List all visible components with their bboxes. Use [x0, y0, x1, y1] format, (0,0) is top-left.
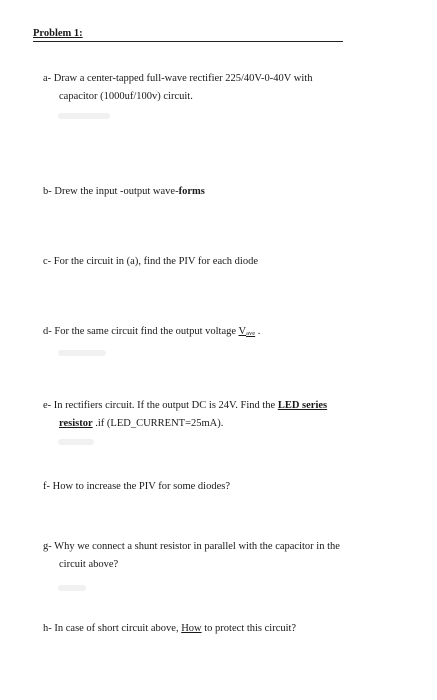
question-c-text: c- For the circuit in (a), find the PIV for each diode — [43, 256, 258, 267]
question-e-suffix: .if (LED_CURRENT=25mA). — [92, 418, 224, 429]
question-b-text: b- Drew the input -output wave- — [43, 186, 179, 197]
question-h — [43, 620, 415, 638]
question-d-suffix: . — [255, 326, 261, 337]
question-e-text: e- In rectifiers circuit. If the output DC is 24V. Find the — [43, 400, 278, 411]
question-e-bold2: resistor — [59, 418, 93, 429]
voltage-subscript: ave — [246, 330, 256, 337]
question-b-bold: forms — [178, 186, 205, 197]
page-title: Problem 1: — [33, 28, 83, 39]
scan-artifact — [58, 585, 86, 591]
question-g-line2: circuit above? — [59, 559, 119, 570]
question-f — [43, 478, 415, 496]
question-h-underlined: How — [181, 623, 202, 634]
scan-artifact — [58, 113, 110, 119]
question-d-text: d- For the same circuit find the output voltage — [43, 326, 239, 337]
question-b — [43, 183, 415, 201]
title-row — [33, 27, 343, 42]
question-g — [43, 538, 415, 574]
question-h-suffix: to protect this circuit? — [201, 623, 297, 634]
question-h-text: h- In case of short circuit above, — [43, 623, 182, 634]
scan-artifact — [58, 439, 94, 445]
scan-artifact — [58, 350, 106, 356]
question-e — [43, 397, 415, 433]
question-f-text: f- How to increase the PIV for some diodes? — [43, 481, 231, 492]
question-g-line1: g- Why we connect a shunt resistor in parallel with the capacitor in the — [43, 541, 340, 552]
question-c — [43, 253, 415, 271]
question-a-line2: capacitor (1000uf/100v) circuit. — [59, 91, 193, 102]
question-e-line2 — [43, 415, 415, 433]
question-d — [43, 323, 415, 343]
voltage-symbol: V — [238, 326, 247, 337]
question-a-line1: a- Draw a center-tapped full-wave rectifier 225/40V-0-40V with — [43, 73, 313, 84]
question-a — [43, 70, 415, 106]
question-e-bold1: LED series — [277, 400, 328, 411]
